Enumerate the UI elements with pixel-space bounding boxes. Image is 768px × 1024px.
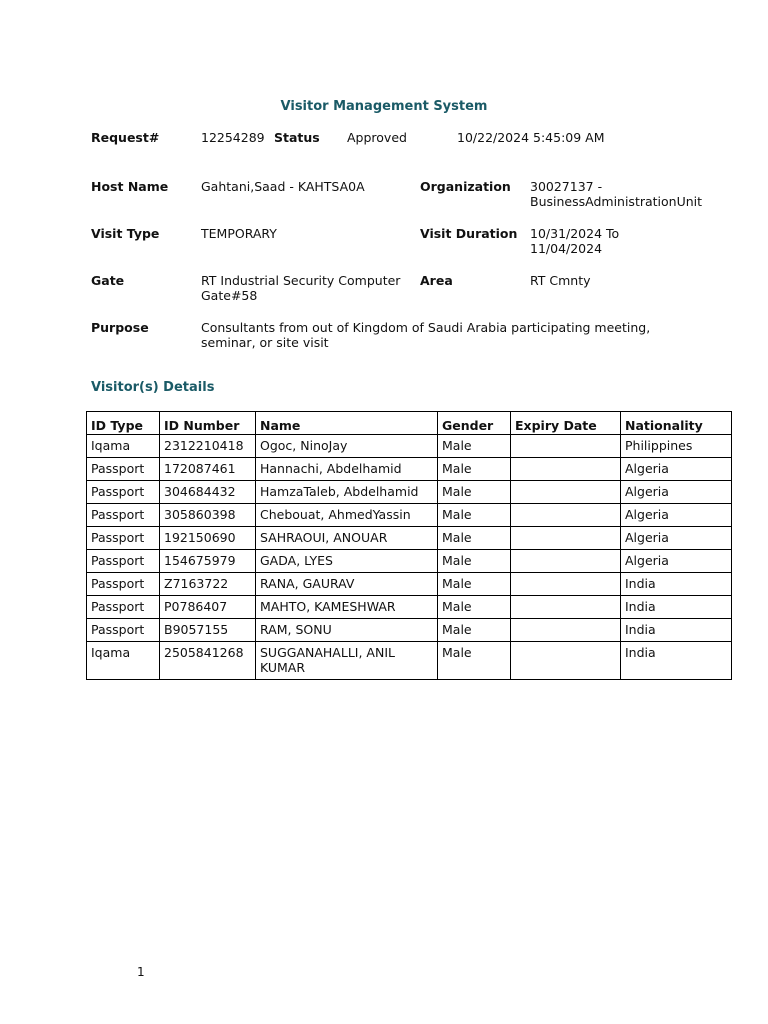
cell-expiry-date bbox=[511, 619, 621, 642]
request-number-label: Request# bbox=[91, 130, 160, 145]
cell-gender: Male bbox=[438, 642, 511, 680]
status-label: Status bbox=[274, 130, 320, 145]
cell-nationality: Philippines bbox=[621, 435, 732, 458]
cell-gender: Male bbox=[438, 527, 511, 550]
visitors-table-header-row bbox=[87, 412, 732, 435]
cell-id-number: 192150690 bbox=[160, 527, 256, 550]
cell-gender: Male bbox=[438, 504, 511, 527]
cell-gender: Male bbox=[438, 573, 511, 596]
cell-id-type: Iqama bbox=[87, 435, 160, 458]
purpose-value bbox=[201, 320, 650, 350]
table-row bbox=[87, 504, 732, 527]
table-row bbox=[87, 527, 732, 550]
cell-name: Hannachi, Abdelhamid bbox=[256, 458, 438, 481]
table-row bbox=[87, 435, 732, 458]
column-header-gender: Gender bbox=[438, 412, 511, 435]
visit-duration-value-line1: 10/31/2024 To bbox=[530, 226, 620, 241]
cell-name: RAM, SONU bbox=[256, 619, 438, 642]
cell-name: Ogoc, NinoJay bbox=[256, 435, 438, 458]
cell-expiry-date bbox=[511, 435, 621, 458]
cell-name: Chebouat, AhmedYassin bbox=[256, 504, 438, 527]
cell-id-number: P0786407 bbox=[160, 596, 256, 619]
gate-label: Gate bbox=[91, 273, 125, 288]
cell-nationality: India bbox=[621, 573, 732, 596]
visit-duration-value bbox=[530, 226, 619, 256]
area-label: Area bbox=[420, 273, 453, 288]
visit-duration-label: Visit Duration bbox=[420, 226, 518, 241]
host-name-value: Gahtani,Saad - KAHTSA0A bbox=[201, 179, 365, 194]
page-title: Visitor Management System bbox=[280, 99, 488, 114]
cell-expiry-date bbox=[511, 642, 621, 680]
cell-gender: Male bbox=[438, 619, 511, 642]
visit-type-label: Visit Type bbox=[91, 226, 160, 241]
cell-id-number: 172087461 bbox=[160, 458, 256, 481]
page-number: 1 bbox=[137, 965, 145, 979]
table-row bbox=[87, 642, 732, 680]
table-row bbox=[87, 458, 732, 481]
cell-id-number: Z7163722 bbox=[160, 573, 256, 596]
cell-name: SAHRAOUI, ANOUAR bbox=[256, 527, 438, 550]
cell-expiry-date bbox=[511, 504, 621, 527]
cell-gender: Male bbox=[438, 550, 511, 573]
cell-name: RANA, GAURAV bbox=[256, 573, 438, 596]
cell-expiry-date bbox=[511, 527, 621, 550]
cell-id-number: 2505841268 bbox=[160, 642, 256, 680]
column-header-id-type: ID Type bbox=[87, 412, 160, 435]
area-value: RT Cmnty bbox=[530, 273, 591, 288]
cell-nationality: India bbox=[621, 642, 732, 680]
gate-value-line2: Gate#58 bbox=[201, 288, 258, 303]
cell-id-number: 154675979 bbox=[160, 550, 256, 573]
organization-value-line1: 30027137 - bbox=[530, 179, 603, 194]
request-number-value: 12254289 bbox=[201, 130, 265, 145]
request-datetime: 10/22/2024 5:45:09 AM bbox=[457, 130, 605, 145]
cell-expiry-date bbox=[511, 596, 621, 619]
organization-value bbox=[530, 179, 702, 209]
column-header-name: Name bbox=[256, 412, 438, 435]
visitors-section-heading: Visitor(s) Details bbox=[91, 380, 215, 395]
table-row bbox=[87, 550, 732, 573]
cell-id-number: 305860398 bbox=[160, 504, 256, 527]
cell-id-type: Iqama bbox=[87, 642, 160, 680]
column-header-id-number: ID Number bbox=[160, 412, 256, 435]
cell-expiry-date bbox=[511, 458, 621, 481]
cell-name: MAHTO, KAMESHWAR bbox=[256, 596, 438, 619]
status-value: Approved bbox=[347, 130, 407, 145]
cell-gender: Male bbox=[438, 596, 511, 619]
table-row bbox=[87, 573, 732, 596]
purpose-value-line1: Consultants from out of Kingdom of Saudi Arabia participating meeting, bbox=[201, 320, 651, 335]
cell-gender: Male bbox=[438, 458, 511, 481]
cell-gender: Male bbox=[438, 481, 511, 504]
cell-id-type: Passport bbox=[87, 550, 160, 573]
organization-value-line2: BusinessAdministrationUnit bbox=[530, 194, 703, 209]
cell-gender: Male bbox=[438, 435, 511, 458]
cell-nationality: Algeria bbox=[621, 481, 732, 504]
visitors-table-body bbox=[87, 435, 732, 680]
cell-name: GADA, LYES bbox=[256, 550, 438, 573]
cell-nationality: Algeria bbox=[621, 527, 732, 550]
visit-type-value: TEMPORARY bbox=[201, 226, 277, 241]
host-name-label: Host Name bbox=[91, 179, 169, 194]
cell-id-number: 2312210418 bbox=[160, 435, 256, 458]
cell-id-number: 304684432 bbox=[160, 481, 256, 504]
cell-expiry-date bbox=[511, 481, 621, 504]
cell-nationality: India bbox=[621, 619, 732, 642]
cell-name: SUGGANAHALLI, ANIL KUMAR bbox=[256, 642, 438, 680]
visit-duration-value-line2: 11/04/2024 bbox=[530, 241, 603, 256]
cell-id-type: Passport bbox=[87, 619, 160, 642]
cell-id-type: Passport bbox=[87, 596, 160, 619]
cell-id-type: Passport bbox=[87, 573, 160, 596]
column-header-nationality: Nationality bbox=[621, 412, 732, 435]
column-header-expiry-date: Expiry Date bbox=[511, 412, 621, 435]
cell-id-type: Passport bbox=[87, 504, 160, 527]
cell-id-type: Passport bbox=[87, 458, 160, 481]
table-row bbox=[87, 596, 732, 619]
gate-value-line1: RT Industrial Security Computer bbox=[201, 273, 401, 288]
purpose-label: Purpose bbox=[91, 320, 149, 335]
cell-id-type: Passport bbox=[87, 527, 160, 550]
cell-expiry-date bbox=[511, 550, 621, 573]
cell-nationality: Algeria bbox=[621, 550, 732, 573]
table-row bbox=[87, 481, 732, 504]
cell-name: HamzaTaleb, Abdelhamid bbox=[256, 481, 438, 504]
organization-label: Organization bbox=[420, 179, 511, 194]
cell-expiry-date bbox=[511, 573, 621, 596]
cell-nationality: India bbox=[621, 596, 732, 619]
table-row bbox=[87, 619, 732, 642]
cell-nationality: Algeria bbox=[621, 458, 732, 481]
visitors-table bbox=[86, 411, 732, 680]
cell-id-number: B9057155 bbox=[160, 619, 256, 642]
purpose-value-line2: seminar, or site visit bbox=[201, 335, 329, 350]
cell-id-type: Passport bbox=[87, 481, 160, 504]
gate-value bbox=[201, 273, 400, 303]
cell-nationality: Algeria bbox=[621, 504, 732, 527]
